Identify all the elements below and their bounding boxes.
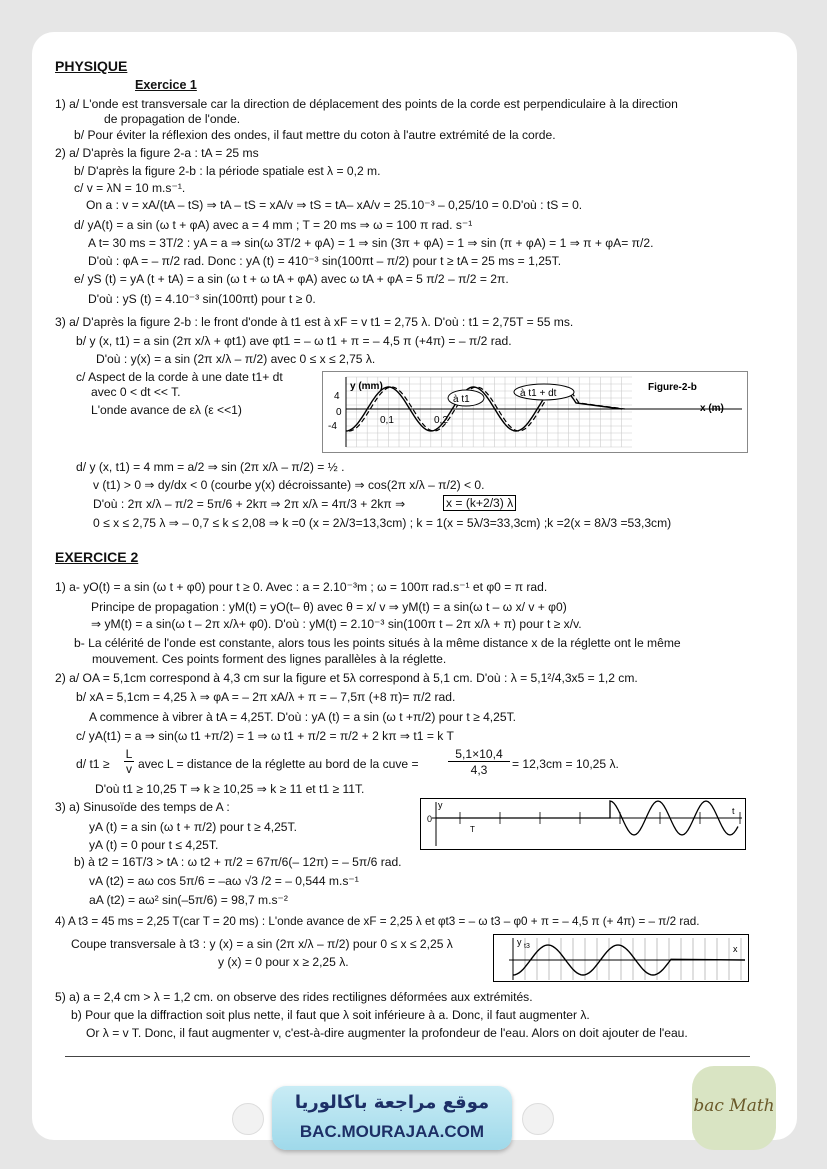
fig1-y0: 0 — [336, 407, 342, 418]
boxed-result: x = (k+2/3) λ — [443, 495, 516, 511]
text-line: 4) A t3 = 45 ms = 2,25 T(car T = 20 ms) : L'onde avance de xF = 2,25 λ et φt3 = – ω t3 – φ0 + π = – 4,5 π (+ 4π) = – π/2 rad. — [55, 915, 700, 928]
text-line: 2) a/ D'après la figure 2-a : tA = 25 ms — [55, 146, 259, 160]
text-line: 0 ≤ x ≤ 2,75 λ ⇒ – 0,7 ≤ k ≤ 2,08 ⇒ k =0 (x = 2λ/3=13,3cm) ; k = 1(x = 5λ/3=33,3cm) ;k =2(x = 8λ/3 =53,3cm) — [93, 516, 672, 530]
fig1-y-4: -4 — [328, 421, 337, 432]
text-line: v (t1) > 0 ⇒ dy/dx < 0 (courbe y(x) décroissante) ⇒ cos(2π x/λ – π/2) < 0. — [93, 478, 485, 492]
banner-arabic: موقع مراجعة باكالوريا — [294, 1092, 490, 1113]
exercise-2-title: EXERCICE 2 — [55, 549, 139, 565]
text-line: b) à t2 = 16T/3 > tA : ω t2 + π/2 = 67π/6(– 12π) = – 5π/6 rad. — [74, 855, 402, 869]
text-line: Coupe transversale à t3 : y (x) = a sin (2π x/λ – π/2) pour 0 ≤ x ≤ 2,25 λ — [71, 937, 453, 951]
fig3-ylabel: y — [517, 937, 522, 947]
text-line: b/ xA = 5,1cm = 4,25 λ ⇒ φA = – 2π xA/λ + π = – 7,5π (+8 π)= π/2 rad. — [76, 690, 456, 704]
text-line: On a : v = xA/(tA – tS) ⇒ tA – tS = xA/v ⇒ tS = tA– xA/v = 25.10⁻³ – 0,25/10 = 0.D'où : tS = 0. — [86, 198, 583, 212]
fig1-xlabel: x (m) — [700, 403, 724, 414]
text-line: D'où : 2π x/λ – π/2 = 5π/6 + 2kπ ⇒ 2π x/λ = 4π/3 + 2kπ ⇒ — [93, 497, 406, 511]
text-line: ⇒ yM(t) = a sin(ω t – 2π x/λ+ φ0). D'où : yM(t) = 2.10⁻³ sin(100π t – 2π x/λ + π) pour t ≥ x/v. — [91, 617, 582, 631]
text-line: L'onde avance de ελ (ε <<1) — [91, 403, 242, 417]
text-line: d/ yA(t) = a sin (ω t + φA) avec a = 4 mm ; T = 20 ms ⇒ ω = 100 π rad. s⁻¹ — [74, 218, 473, 232]
fraction-num: 5,1×10,4 — [448, 748, 510, 762]
fig1-title: Figure-2-b — [648, 382, 697, 393]
text-line: d/ t1 ≥ — [76, 757, 110, 771]
text-line: c/ yA(t1) = a ⇒ sin(ω t1 +π/2) = 1 ⇒ ω t1 + π/2 = π/2 + 2 kπ ⇒ t1 = k T — [76, 729, 454, 743]
text-line: e/ yS (t) = yA (t + tA) = a sin (ω t + ω tA + φA) avec ω tA + φA = 5 π/2 – π/2 = 2π. — [74, 272, 509, 286]
text-line: mouvement. Ces points forment des lignes parallèles à la réglette. — [92, 652, 447, 666]
text-line: D'où : y(x) = a sin (2π x/λ – π/2) avec 0 ≤ x ≤ 2,75 λ. — [96, 352, 376, 366]
text-line: 1) a- yO(t) = a sin (ω t + φ0) pour t ≥ 0. Avec : a = 2.10⁻³m ; ω = 100π rad.s⁻¹ et φ0 = π rad. — [55, 580, 548, 594]
text-line: c/ Aspect de la corde à une date t1+ dt — [76, 370, 283, 384]
text-line: A t= 30 ms = 3T/2 : yA = a ⇒ sin(ω 3T/2 + φA) = 1 ⇒ sin (3π + φA) = 1 ⇒ sin (π + φA) = 1 ⇒ π + φA= π/2. — [88, 236, 654, 250]
figure-2b — [322, 371, 748, 453]
banner-site: BAC.MOURAJAA.COM — [299, 1122, 485, 1141]
left-logo-icon — [232, 1103, 264, 1135]
text-line: aA (t2) = aω² sin(–5π/6) = 98,7 m.s⁻² — [89, 893, 288, 907]
fig1-x02: 0,2 — [434, 415, 448, 426]
text-line: y (x) = 0 pour x ≥ 2,25 λ. — [218, 955, 349, 969]
fig2-xlabel: t — [732, 806, 735, 816]
fig3-xlabel: x — [733, 944, 738, 954]
text-line: avec 0 < dt << T. — [91, 385, 181, 399]
text-line: vA (t2) = aω cos 5π/6 = –aω √3 /2 = – 0,544 m.s⁻¹ — [89, 874, 359, 888]
text-line: b) Pour que la diffraction soit plus nette, il faut que λ soit inférieure à a. Donc, il faut augmenter λ. — [71, 1008, 590, 1022]
text-line: 1) a/ L'onde est transversale car la direction de déplacement des points de la corde est perpendiculaire à la direction — [55, 97, 678, 111]
site-banner[interactable] — [272, 1086, 512, 1150]
fig1-ylabel: y (mm) — [350, 381, 383, 392]
text-line: yA (t) = a sin (ω t + π/2) pour t ≥ 4,25T. — [89, 820, 297, 834]
footer-divider — [65, 1056, 750, 1057]
fig2-origin: 0 — [427, 814, 433, 824]
figure-cross-section — [493, 934, 749, 982]
right-logo-icon — [522, 1103, 554, 1135]
text-line: c/ v = λN = 10 m.s⁻¹. — [74, 181, 186, 195]
fig1-x01: 0,1 — [380, 415, 394, 426]
fig1-y4: 4 — [334, 391, 340, 402]
fraction-den: 4,3 — [470, 763, 488, 777]
fig2-ylabel: y — [438, 800, 443, 810]
bac-math-logo-icon — [692, 1066, 776, 1150]
text-line: d/ y (x, t1) = 4 mm = a/2 ⇒ sin (2π x/λ – π/2) = ½ . — [76, 460, 345, 474]
exercise-1-title: Exercice 1 — [135, 78, 197, 92]
text-line: A commence à vibrer à tA = 4,25T. D'où : yA (t) = a sin (ω t +π/2) pour t ≥ 4,25T. — [89, 710, 517, 724]
fraction-den: v — [125, 762, 133, 776]
text-line: 2) a/ OA = 5,1cm correspond à 4,3 cm sur la figure et 5λ correspond à 5,1 cm. D'où : λ = 5,1²/4,3x5 = 1,2 cm. — [55, 671, 638, 685]
page-title: PHYSIQUE — [55, 58, 128, 74]
text-line: b/ Pour éviter la réflexion des ondes, il faut mettre du coton à l'autre extrémité de la corde. — [74, 128, 556, 142]
text-line: = 12,3cm = 10,25 λ. — [512, 757, 619, 771]
fig2-T: T — [470, 825, 475, 834]
text-line: b/ y (x, t1) = a sin (2π x/λ + φt1) ave φt1 = – ω t1 + π = – 4,5 π (+4π) = – π/2 rad. — [76, 334, 512, 348]
text-line: Principe de propagation : yM(t) = yO(t– θ) avec θ = x/ v ⇒ yM(t) = a sin(ω t – ω x/ v + φ0) — [91, 600, 567, 614]
fig1-lab1: à t1 — [453, 394, 470, 405]
text-line: D'où t1 ≥ 10,25 T ⇒ k ≥ 10,25 ⇒ k ≥ 11 et t1 ≥ 11T. — [95, 782, 365, 796]
text-line: 3) a) Sinusoïde des temps de A : — [55, 800, 230, 814]
fig3-sub: t3 — [524, 943, 530, 950]
text-line: 3) a/ D'après la figure 2-b : le front d'onde à t1 est à xF = v t1 = 2,75 λ. D'où : t1 = 2,75T = 55 ms. — [55, 315, 574, 329]
text-line: D'où : φA = – π/2 rad. Donc : yA (t) = 410⁻³ sin(100πt – π/2) pour t ≥ tA = 25 ms = 1,25T. — [88, 254, 562, 268]
text-line: b- La célérité de l'onde est constante, alors tous les points situés à la même distance x de la réglette ont le même — [74, 636, 681, 650]
fraction-num: L — [125, 747, 133, 761]
fig1-lab2: à t1 + dt — [520, 388, 557, 399]
text-line: D'où : yS (t) = 4.10⁻³ sin(100πt) pour t ≥ 0. — [88, 292, 316, 306]
text-line: 5) a) a = 2,4 cm > λ = 1,2 cm. on observe des rides rectilignes déformées aux extrémités. — [55, 990, 533, 1004]
text-line: b/ D'après la figure 2-b : la période spatiale est λ = 0,2 m. — [74, 164, 381, 178]
bac-math-label: bac Math — [693, 1096, 775, 1116]
text-line: yA (t) = 0 pour t ≤ 4,25T. — [89, 838, 219, 852]
text-line: Or λ = v T. Donc, il faut augmenter v, c'est-à-dire augmenter la profondeur de l'eau. Alors on doit ajouter de l'eau. — [86, 1026, 688, 1040]
text-line: avec L = distance de la réglette au bord de la cuve = — [138, 757, 419, 771]
text-line: de propagation de l'onde. — [104, 112, 241, 126]
figure-sinusoid-time — [420, 798, 746, 850]
